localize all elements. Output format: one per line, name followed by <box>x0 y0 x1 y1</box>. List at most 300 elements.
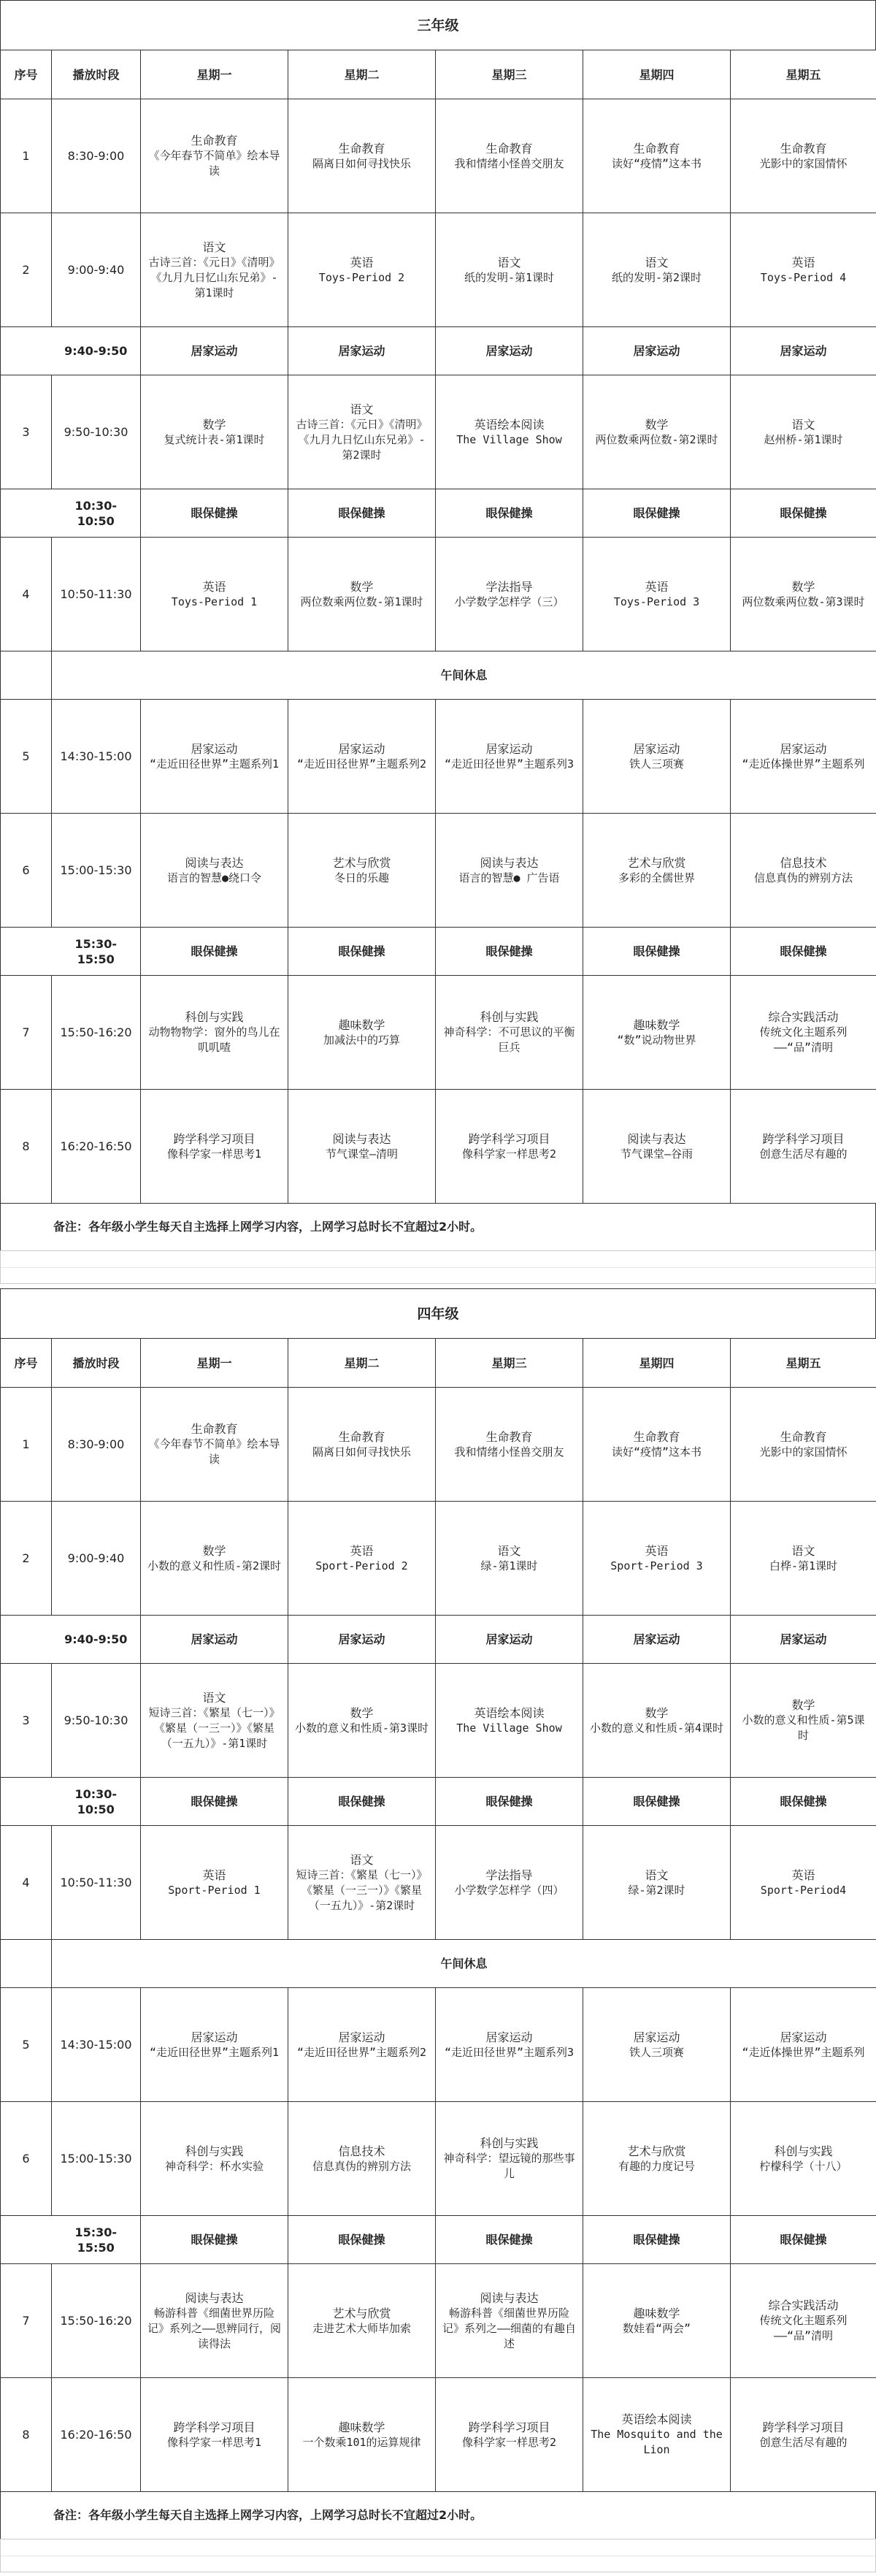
lesson-cell <box>141 1388 288 1502</box>
lesson-row <box>1 538 876 651</box>
lesson-row <box>1 2264 876 2378</box>
lesson-subject: 生命教育 <box>191 134 238 148</box>
break-activity: 眼保健操 <box>583 2216 731 2264</box>
lesson-cell <box>731 1388 876 1502</box>
lesson-topic: “走近田径世界”主题系列1 <box>149 757 280 771</box>
time-slot: 8:30-9:00 <box>52 99 141 213</box>
lesson-cell <box>436 814 583 928</box>
lesson-subject: 阅读与表达 <box>185 855 244 870</box>
lesson-topic: 节气课堂—清明 <box>325 1147 399 1161</box>
break-activity: 眼保健操 <box>141 928 288 976</box>
lesson-subject: 语文 <box>791 1543 815 1558</box>
break-row <box>1 1778 876 1826</box>
lesson-subject: 跨学科学习项目 <box>762 2420 845 2434</box>
lesson-cell <box>288 375 436 489</box>
column-header: 星期四 <box>583 50 731 99</box>
lesson-subject: 阅读与表达 <box>480 2290 539 2305</box>
lesson-cell <box>731 375 876 489</box>
lesson-topic: 数娃看“两会” <box>622 2321 691 2335</box>
lesson-row <box>1 1988 876 2102</box>
time-slot: 15:50-16:20 <box>52 976 141 1090</box>
break-activity: 居家运动 <box>141 327 288 375</box>
lesson-subject: 学法指导 <box>485 579 533 594</box>
lesson-row <box>1 1664 876 1778</box>
lesson-subject: 信息技术 <box>338 2144 385 2158</box>
column-header: 星期三 <box>436 50 583 99</box>
lesson-topic: 读好“疫情”这本书 <box>611 156 702 170</box>
lesson-cell <box>731 1988 876 2102</box>
lesson-topic: 创意生活尽有趣的 <box>759 2435 848 2449</box>
column-header: 星期五 <box>731 1339 876 1388</box>
lesson-cell <box>141 99 288 213</box>
break-activity: 眼保健操 <box>436 2216 583 2264</box>
lesson-cell <box>583 213 731 327</box>
lesson-subject: 跨学科学习项目 <box>468 1131 550 1146</box>
break-activity: 眼保健操 <box>583 1778 731 1826</box>
lesson-topic: 信息真伪的辨别方法 <box>753 871 853 884</box>
lesson-cell <box>583 99 731 213</box>
lesson-subject: 数学 <box>791 1698 815 1712</box>
lesson-subject: 居家运动 <box>485 741 533 756</box>
column-header: 星期二 <box>288 1339 436 1388</box>
period-number: 6 <box>1 814 52 928</box>
lesson-cell <box>436 1664 583 1778</box>
lesson-topic: The Village Show <box>456 432 562 446</box>
lesson-cell <box>583 1664 731 1778</box>
lesson-subject: 居家运动 <box>485 2030 533 2044</box>
break-time: 10:30-10:50 <box>52 489 141 538</box>
lesson-cell <box>141 814 288 928</box>
lesson-subject: 英语 <box>791 1868 815 1882</box>
period-number: 3 <box>1 1664 52 1778</box>
lesson-subject: 语文 <box>645 1868 669 1882</box>
break-activity: 居家运动 <box>583 1616 731 1664</box>
lesson-cell <box>288 814 436 928</box>
time-slot: 15:00-15:30 <box>52 2102 141 2216</box>
lesson-cell <box>288 2264 436 2378</box>
lesson-cell <box>583 2378 731 2492</box>
lesson-topic: 古诗三首：《元日》《清明》《九月九日忆山东兄弟》-第1课时 <box>148 255 280 299</box>
lesson-topic: 小数的意义和性质-第3课时 <box>294 1721 429 1735</box>
lesson-subject: 艺术与欣赏 <box>332 855 391 870</box>
lesson-subject: 生命教育 <box>780 1429 827 1444</box>
lesson-topic: 小数的意义和性质-第5课时 <box>742 1713 865 1742</box>
break-activity: 眼保健操 <box>583 489 731 538</box>
lesson-subject: 数学 <box>350 579 374 594</box>
lesson-row <box>1 814 876 928</box>
break-activity: 居家运动 <box>436 327 583 375</box>
column-header: 序号 <box>1 50 52 99</box>
lesson-topic: 赵州桥-第1课时 <box>764 432 843 446</box>
lesson-subject: 生命教育 <box>485 141 533 156</box>
break-activity: 眼保健操 <box>288 1778 436 1826</box>
lesson-subject: 信息技术 <box>780 855 827 870</box>
lesson-cell <box>731 700 876 814</box>
lesson-cell <box>288 976 436 1090</box>
lesson-cell <box>436 99 583 213</box>
grade-4-schedule <box>0 1288 876 2572</box>
column-header: 星期一 <box>141 50 288 99</box>
break-spacer <box>1 1778 52 1826</box>
lesson-subject: 生命教育 <box>191 1422 238 1436</box>
break-activity: 眼保健操 <box>731 2216 876 2264</box>
lesson-cell <box>436 976 583 1090</box>
lesson-topic: 走进艺术大师毕加索 <box>312 2321 411 2335</box>
lesson-cell <box>436 1090 583 1204</box>
lesson-subject: 英语 <box>350 255 374 270</box>
lesson-subject: 英语 <box>645 1543 669 1558</box>
lesson-cell <box>583 700 731 814</box>
break-activity: 眼保健操 <box>288 489 436 538</box>
lesson-cell <box>731 99 876 213</box>
schedule-table <box>0 50 876 1204</box>
lesson-cell <box>731 538 876 651</box>
lesson-subject: 语文 <box>350 402 374 416</box>
lesson-cell <box>436 538 583 651</box>
lesson-topic: 传统文化主题系列——“品”清明 <box>759 1025 848 1054</box>
lesson-topic: 像科学家一样思考2 <box>461 2435 557 2449</box>
lesson-subject: 语文 <box>202 240 226 254</box>
lesson-subject: 跨学科学习项目 <box>468 2420 550 2434</box>
lesson-topic: 两位数乘两位数-第2课时 <box>595 432 718 446</box>
lesson-subject: 生命教育 <box>338 141 385 156</box>
lesson-row <box>1 1502 876 1616</box>
lesson-topic: 神奇科学：杯水实验 <box>164 2159 264 2173</box>
lesson-cell <box>288 700 436 814</box>
break-activity: 眼保健操 <box>288 2216 436 2264</box>
time-slot: 9:00-9:40 <box>52 1502 141 1616</box>
column-header: 序号 <box>1 1339 52 1388</box>
lesson-cell <box>141 976 288 1090</box>
lesson-cell <box>731 1502 876 1616</box>
break-row <box>1 2216 876 2264</box>
lesson-subject: 数学 <box>645 1705 669 1720</box>
period-number: 5 <box>1 1988 52 2102</box>
header-row <box>1 1339 876 1388</box>
lesson-cell <box>436 1826 583 1940</box>
lesson-topic: 像科学家一样思考1 <box>166 2435 262 2449</box>
break-spacer <box>1 928 52 976</box>
lesson-row <box>1 700 876 814</box>
lesson-subject: 英语绘本阅读 <box>621 2412 692 2426</box>
period-number: 4 <box>1 1826 52 1940</box>
break-activity: 眼保健操 <box>288 928 436 976</box>
time-slot: 14:30-15:00 <box>52 1988 141 2102</box>
lesson-subject: 阅读与表达 <box>480 855 539 870</box>
lesson-row <box>1 213 876 327</box>
lunch-spacer <box>1 651 52 700</box>
break-spacer <box>1 489 52 538</box>
time-slot: 16:20-16:50 <box>52 1090 141 1204</box>
time-slot: 10:50-11:30 <box>52 538 141 651</box>
lesson-cell <box>288 538 436 651</box>
lesson-topic: 铁人三项赛 <box>629 2045 684 2059</box>
lesson-subject: 科创与实践 <box>774 2144 833 2158</box>
lesson-topic: 复式统计表-第1课时 <box>164 432 265 446</box>
lesson-subject: 阅读与表达 <box>185 2290 244 2305</box>
lunch-break: 午间休息 <box>52 1940 876 1988</box>
lesson-cell <box>288 2378 436 2492</box>
lesson-cell <box>731 1090 876 1204</box>
lesson-topic: 我和情绪小怪兽交朋友 <box>454 1445 564 1459</box>
lesson-subject: 艺术与欣赏 <box>627 855 686 870</box>
lesson-subject: 跨学科学习项目 <box>173 2420 256 2434</box>
lesson-row <box>1 1090 876 1204</box>
lesson-subject: 语文 <box>497 255 521 270</box>
break-spacer <box>1 2216 52 2264</box>
lesson-row <box>1 375 876 489</box>
lesson-subject: 跨学科学习项目 <box>173 1131 256 1146</box>
lunch-row <box>1 1940 876 1988</box>
footnote: 备注：各年级小学生每天自主选择上网学习内容，上网学习总时长不宜超过2小时。 <box>0 2492 876 2539</box>
lesson-topic: 创意生活尽有趣的 <box>759 1147 848 1161</box>
grade-title: 三年级 <box>0 0 876 50</box>
lesson-subject: 综合实践活动 <box>768 2298 839 2312</box>
lesson-topic: 冬日的乐趣 <box>334 871 389 884</box>
lesson-topic: 信息真伪的辨别方法 <box>312 2159 411 2173</box>
break-activity: 眼保健操 <box>141 2216 288 2264</box>
lesson-cell <box>731 1664 876 1778</box>
lesson-cell <box>141 1826 288 1940</box>
lesson-subject: 语文 <box>791 417 815 432</box>
period-number: 7 <box>1 976 52 1090</box>
period-number: 1 <box>1 99 52 213</box>
lesson-subject: 数学 <box>791 579 815 594</box>
lesson-cell <box>288 1664 436 1778</box>
lesson-subject: 英语 <box>202 579 226 594</box>
break-activity: 居家运动 <box>288 327 436 375</box>
lesson-subject: 英语 <box>202 1868 226 1882</box>
lesson-topic: 光影中的家国情怀 <box>759 1445 848 1459</box>
lesson-topic: 《今年春节不简单》绘本导读 <box>148 1437 280 1466</box>
lesson-subject: 英语 <box>645 579 669 594</box>
lesson-cell <box>436 2378 583 2492</box>
lesson-subject: 居家运动 <box>191 741 238 756</box>
lesson-cell <box>141 2102 288 2216</box>
lesson-topic: 读好“疫情”这本书 <box>611 1445 702 1459</box>
header-row <box>1 50 876 99</box>
lesson-topic: 畅游科普《细菌世界历险记》系列之——细菌的有趣自述 <box>442 2306 577 2350</box>
lesson-cell <box>288 213 436 327</box>
lesson-topic: 绿-第2课时 <box>628 1883 685 1897</box>
lesson-cell <box>288 1090 436 1204</box>
lesson-cell <box>436 700 583 814</box>
footnote: 备注：各年级小学生每天自主选择上网学习内容，上网学习总时长不宜超过2小时。 <box>0 1204 876 1250</box>
break-activity: 眼保健操 <box>141 489 288 538</box>
lesson-cell <box>583 1988 731 2102</box>
lesson-subject: 数学 <box>202 1543 226 1558</box>
lesson-subject: 语文 <box>497 1543 521 1558</box>
lesson-subject: 数学 <box>645 417 669 432</box>
break-time: 10:30-10:50 <box>52 1778 141 1826</box>
time-slot: 15:00-15:30 <box>52 814 141 928</box>
break-activity: 眼保健操 <box>436 489 583 538</box>
lesson-topic: 畅游科普《细菌世界历险记》系列之——思辨同行，阅读得法 <box>147 2306 282 2350</box>
lesson-topic: 神奇科学：望远镜的那些事儿 <box>443 2152 575 2180</box>
lesson-subject: 阅读与表达 <box>332 1131 391 1146</box>
lesson-topic: 节气课堂—谷雨 <box>620 1147 694 1161</box>
lesson-topic: 有趣的力度记号 <box>618 2159 695 2173</box>
lesson-subject: 语文 <box>350 1852 374 1867</box>
period-number: 8 <box>1 2378 52 2492</box>
lesson-topic: 语言的智慧●绕口令 <box>166 871 262 884</box>
lesson-cell <box>141 538 288 651</box>
lesson-topic: “走近体操世界”主题系列 <box>742 757 865 771</box>
lesson-subject: 艺术与欣赏 <box>332 2306 391 2320</box>
time-slot: 9:50-10:30 <box>52 1664 141 1778</box>
lesson-topic: Toys-Period 3 <box>613 595 700 608</box>
lesson-topic: 我和情绪小怪兽交朋友 <box>454 156 564 170</box>
lesson-cell <box>731 976 876 1090</box>
lesson-subject: 趣味数学 <box>338 1017 385 1032</box>
lesson-subject: 科创与实践 <box>185 2144 244 2158</box>
lesson-topic: 两位数乘两位数-第3课时 <box>742 595 865 608</box>
lesson-subject: 科创与实践 <box>480 1010 539 1024</box>
lesson-subject: 英语 <box>350 1543 374 1558</box>
break-activity: 眼保健操 <box>731 928 876 976</box>
lesson-subject: 综合实践活动 <box>768 1010 839 1024</box>
period-number: 6 <box>1 2102 52 2216</box>
break-time: 15:30-15:50 <box>52 2216 141 2264</box>
lesson-topic: 传统文化主题系列——“品”清明 <box>759 2314 848 2342</box>
lesson-topic: “走近体操世界”主题系列 <box>742 2045 865 2059</box>
lesson-row <box>1 976 876 1090</box>
period-number: 2 <box>1 1502 52 1616</box>
lesson-topic: 纸的发明-第2课时 <box>611 270 702 284</box>
lesson-subject: 英语绘本阅读 <box>474 1705 545 1720</box>
lesson-cell <box>436 2264 583 2378</box>
lesson-subject: 居家运动 <box>338 2030 385 2044</box>
grade-title: 四年级 <box>0 1288 876 1338</box>
period-number: 5 <box>1 700 52 814</box>
lunch-spacer <box>1 1940 52 1988</box>
lesson-topic: 光影中的家国情怀 <box>759 156 848 170</box>
lesson-cell <box>436 1502 583 1616</box>
lesson-cell <box>436 1388 583 1502</box>
lesson-topic: 铁人三项赛 <box>629 757 684 771</box>
lesson-subject: 居家运动 <box>780 741 827 756</box>
time-slot: 10:50-11:30 <box>52 1826 141 1940</box>
lesson-subject: 居家运动 <box>633 2030 680 2044</box>
lesson-subject: 居家运动 <box>191 2030 238 2044</box>
lesson-subject: 生命教育 <box>633 1429 680 1444</box>
lesson-cell <box>288 99 436 213</box>
lesson-cell <box>141 1502 288 1616</box>
lesson-cell <box>141 1664 288 1778</box>
break-activity: 居家运动 <box>436 1616 583 1664</box>
lesson-topic: Sport-Period4 <box>760 1883 847 1897</box>
lesson-subject: 英语绘本阅读 <box>474 417 545 432</box>
lesson-subject: 数学 <box>202 417 226 432</box>
lesson-cell <box>141 2264 288 2378</box>
lesson-subject: 趣味数学 <box>633 2306 680 2320</box>
lesson-subject: 生命教育 <box>633 141 680 156</box>
lesson-subject: 趣味数学 <box>338 2420 385 2434</box>
lesson-subject: 语文 <box>202 1690 226 1705</box>
schedule-table <box>0 1338 876 2492</box>
break-activity: 居家运动 <box>731 327 876 375</box>
column-header: 星期二 <box>288 50 436 99</box>
lesson-subject: 居家运动 <box>338 741 385 756</box>
lesson-topic: 语言的智慧● 广告语 <box>458 871 560 884</box>
lesson-topic: The Village Show <box>456 1721 562 1735</box>
lesson-cell <box>583 375 731 489</box>
time-slot: 9:50-10:30 <box>52 375 141 489</box>
lesson-cell <box>583 538 731 651</box>
lesson-topic: 白桦-第1课时 <box>769 1559 838 1572</box>
period-number: 4 <box>1 538 52 651</box>
period-number: 7 <box>1 2264 52 2378</box>
break-activity: 居家运动 <box>141 1616 288 1664</box>
column-header: 星期四 <box>583 1339 731 1388</box>
lesson-topic: 《今年春节不简单》绘本导读 <box>148 149 280 177</box>
column-header: 星期五 <box>731 50 876 99</box>
lesson-subject: 阅读与表达 <box>627 1131 686 1146</box>
lesson-cell <box>583 976 731 1090</box>
break-time: 15:30-15:50 <box>52 928 141 976</box>
break-activity: 居家运动 <box>288 1616 436 1664</box>
lesson-topic: 一个数乘101的运算规律 <box>302 2435 421 2449</box>
lesson-cell <box>731 814 876 928</box>
lesson-topic: “走近田径世界”主题系列3 <box>444 2045 575 2059</box>
lesson-row <box>1 1826 876 1940</box>
break-activity: 居家运动 <box>583 327 731 375</box>
page-gap <box>0 2539 876 2572</box>
lesson-subject: 语文 <box>645 255 669 270</box>
lesson-topic: Sport-Period 2 <box>315 1559 408 1572</box>
lesson-subject: 科创与实践 <box>185 1010 244 1024</box>
lesson-topic: The Mosquito and the Lion <box>591 2428 723 2456</box>
lesson-row <box>1 99 876 213</box>
lesson-cell <box>731 2102 876 2216</box>
lesson-topic: 像科学家一样思考2 <box>461 1147 557 1161</box>
lesson-cell <box>731 2264 876 2378</box>
lesson-cell <box>141 375 288 489</box>
lesson-cell <box>141 1090 288 1204</box>
lesson-cell <box>583 1826 731 1940</box>
break-activity: 眼保健操 <box>436 1778 583 1826</box>
lesson-topic: Toys-Period 1 <box>171 595 258 608</box>
lesson-topic: 短诗三首：《繁星（七一）》《繁星（一三一）》《繁星（一五九）》-第2课时 <box>296 1868 428 1912</box>
lesson-cell <box>583 1388 731 1502</box>
lesson-cell <box>288 2102 436 2216</box>
lesson-topic: 小数的意义和性质-第4课时 <box>589 1721 724 1735</box>
lesson-cell <box>583 2264 731 2378</box>
lesson-cell <box>583 2102 731 2216</box>
lesson-topic: 多彩的全儒世界 <box>618 871 695 884</box>
lesson-subject: 生命教育 <box>338 1429 385 1444</box>
lesson-topic: 两位数乘两位数-第1课时 <box>300 595 423 608</box>
break-time: 9:40-9:50 <box>52 1616 141 1664</box>
lesson-topic: 绿-第1课时 <box>480 1559 538 1572</box>
lesson-row <box>1 2378 876 2492</box>
lesson-topic: 加减法中的巧算 <box>323 1033 400 1047</box>
column-header: 星期一 <box>141 1339 288 1388</box>
break-activity: 眼保健操 <box>583 928 731 976</box>
lesson-subject: 艺术与欣赏 <box>627 2144 686 2158</box>
lesson-topic: 隔离日如何寻找快乐 <box>312 1445 411 1459</box>
lesson-cell <box>288 1502 436 1616</box>
lesson-cell <box>436 213 583 327</box>
break-row <box>1 928 876 976</box>
time-slot: 8:30-9:00 <box>52 1388 141 1502</box>
grade-3-schedule <box>0 0 876 1284</box>
lesson-cell <box>288 1826 436 1940</box>
lesson-subject: 生命教育 <box>780 141 827 156</box>
lesson-subject: 英语 <box>791 255 815 270</box>
lesson-row <box>1 1388 876 1502</box>
break-row <box>1 327 876 375</box>
